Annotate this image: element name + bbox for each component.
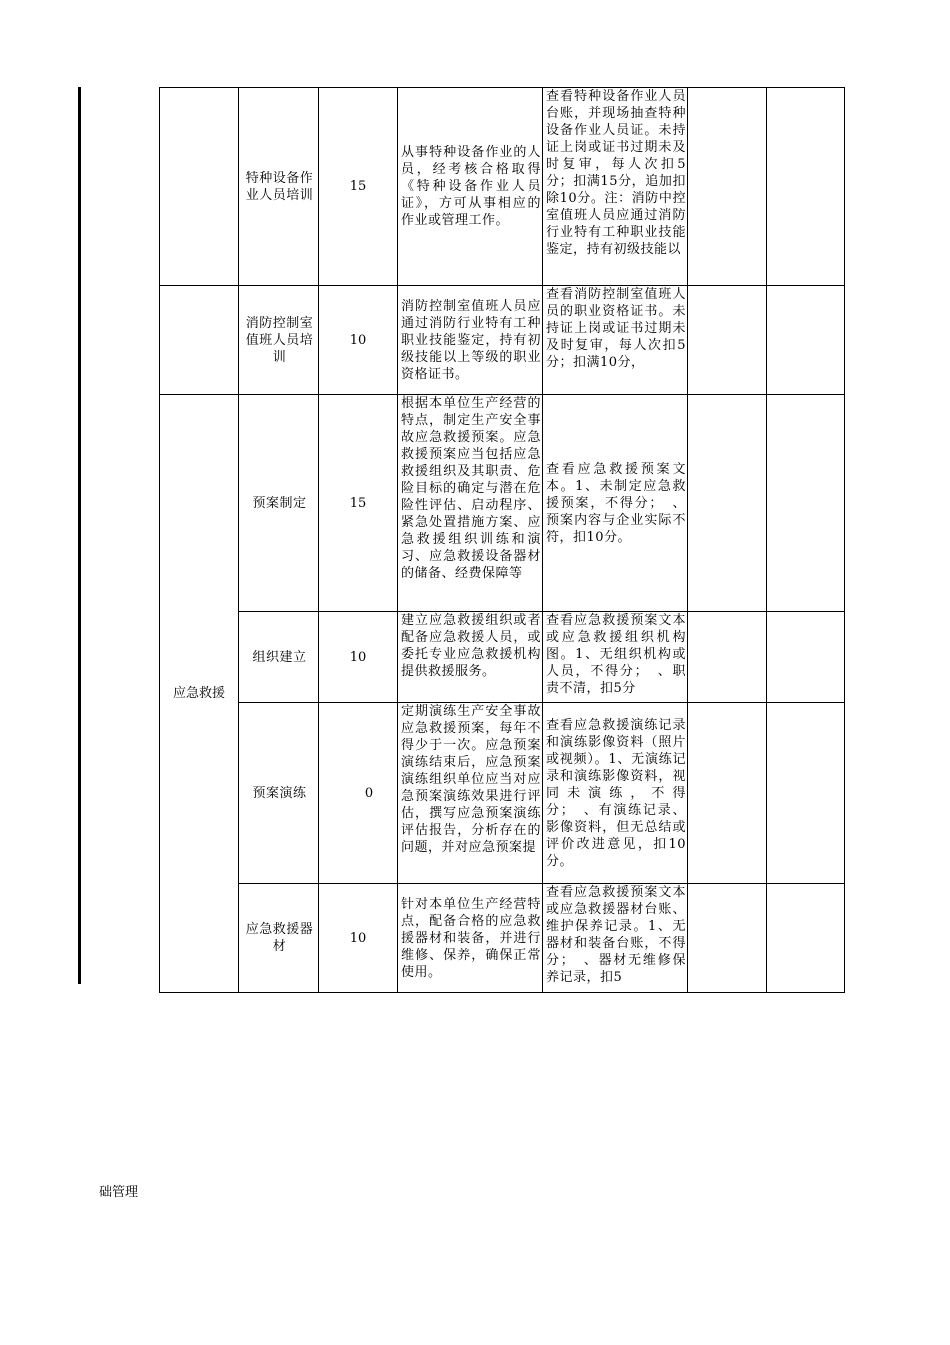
item-cell: 组织建立 <box>239 612 319 703</box>
requirement-cell: 针对本单位生产经营特点，配备合格的应急救援器材和装备，并进行维修、保养，确保正常使用。 <box>398 884 543 993</box>
score-cell: 10 <box>319 612 398 703</box>
table-row <box>160 88 845 286</box>
category-cell-empty <box>160 286 239 395</box>
requirement-cell: 消防控制室值班人员应通过消防行业特有工种职业技能鉴定，持有初级技能以上等级的职业资格证书。 <box>398 286 543 395</box>
method-cell: 查看特种设备作业人员台账，并现场抽查特种设备作业人员证。未持证上岗或证书过期未及时复审，每人次扣5分；扣满15分，追加扣除10分。注：消防中控室值班人员应通过消防行业特有工种职业技能鉴定，持有初级技能以 <box>543 88 688 286</box>
score-cell: 15 <box>319 88 398 286</box>
score-cell: 15 <box>319 395 398 612</box>
table-row <box>160 884 845 993</box>
method-cell: 查看应急救援预案文本。1、未制定应急救援预案，不得分； 、预案内容与企业实际不符，扣10分。 <box>543 395 688 612</box>
blank-cell <box>688 703 767 884</box>
item-cell: 应急救援器材 <box>239 884 319 993</box>
method-cell: 查看应急救援演练记录和演练影像资料（照片或视频）。1、无演练记录和演练影像资料，视同未演练，不得分； 、有演练记录、影像资料，但无总结或评价改进意见，扣10分。 <box>543 703 688 884</box>
category-cell: 应急救援 <box>160 395 239 993</box>
item-cell: 预案制定 <box>239 395 319 612</box>
item-cell: 消防控制室值班人员培训 <box>239 286 319 395</box>
item-cell: 预案演练 <box>239 703 319 884</box>
left-border-line <box>78 87 81 984</box>
table-row <box>160 395 845 612</box>
blank-cell <box>767 612 845 703</box>
blank-cell <box>767 884 845 993</box>
requirement-cell: 建立应急救援组织或者配备应急救援人员，或委托专业应急救援机构提供救援服务。 <box>398 612 543 703</box>
blank-cell <box>688 88 767 286</box>
footer-text: 础管理 <box>99 1185 139 1200</box>
blank-cell <box>688 612 767 703</box>
method-cell: 查看消防控制室值班人员的职业资格证书。未持证上岗或证书过期未及时复审，每人次扣5分；扣满10分， <box>543 286 688 395</box>
score-cell: 10 <box>319 286 398 395</box>
blank-cell <box>688 884 767 993</box>
blank-cell <box>688 286 767 395</box>
requirement-cell: 定期演练生产安全事故应急救援预案，每年不得少于一次。应急预案演练结束后，应急预案演练组织单位应当对应急预案演练效果进行评估，撰写应急预案演练评估报告，分析存在的问题，并对应急预案提 <box>398 703 543 884</box>
blank-cell <box>767 703 845 884</box>
blank-cell <box>767 395 845 612</box>
method-cell: 查看应急救援预案文本或应急救援组织机构图。1、无组织机构或人员，不得分； 、职责不清，扣5分 <box>543 612 688 703</box>
requirement-cell: 从事特种设备作业的人员，经考核合格取得《特种设备作业人员证》，方可从事相应的作业或管理工作。 <box>398 88 543 286</box>
score-cell: 10 <box>319 884 398 993</box>
blank-cell <box>688 395 767 612</box>
table-row <box>160 703 845 884</box>
blank-cell <box>767 88 845 286</box>
scoring-table <box>159 87 845 993</box>
item-cell: 特种设备作业人员培训 <box>239 88 319 286</box>
blank-cell <box>767 286 845 395</box>
table-row <box>160 286 845 395</box>
method-cell: 查看应急救援预案文本或应急救援器材台账、维护保养记录。1、无器材和装备台账，不得分； 、器材无维修保养记录，扣5 <box>543 884 688 993</box>
requirement-cell: 根据本单位生产经营的特点，制定生产安全事故应急救援预案。应急救援预案应当包括应急救援组织及其职责、危险目标的确定与潜在危险性评估、启动程序、紧急处置措施方案、应急救援组织训练和演习、应急救援设备器材的储备、经费保障等 <box>398 395 543 612</box>
table-row <box>160 612 845 703</box>
score-cell: 0 <box>319 703 398 884</box>
category-cell-empty <box>160 88 239 286</box>
